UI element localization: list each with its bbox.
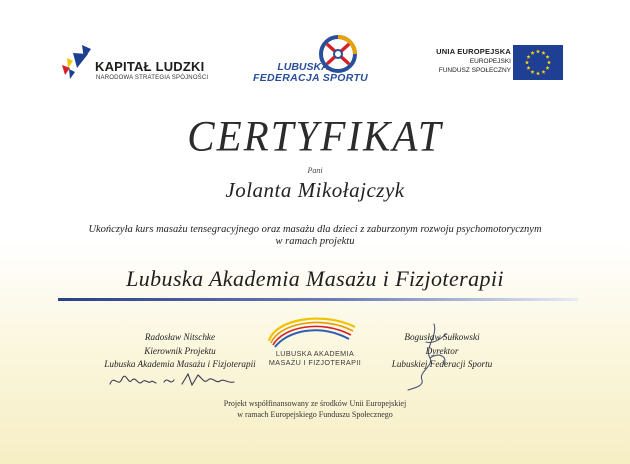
- salutation: Pani: [307, 166, 323, 175]
- akademia-logo-text: [255, 349, 375, 367]
- project-name: Lubuska Akademia Masażu i Fizjoterapii: [126, 266, 504, 291]
- lubuska-federacja-line2: FEDERACJA SPORTU: [253, 72, 369, 84]
- course-description-line1: Ukończyła kurs masażu tensegracyjnego oraz masażu dla dzieci z zaburzonym rozwoju psychomotorycznym: [88, 224, 542, 235]
- handwritten-signature-left: [108, 370, 238, 392]
- decorative-divider: [58, 298, 578, 302]
- unia-europejska-text: [405, 47, 511, 75]
- kapital-ludzki-subtitle: NARODOWA STRATEGIA SPÓJNOŚCI: [96, 75, 209, 81]
- lubuska-federacja-line1: LUBUSKA: [277, 61, 329, 73]
- signatory-left-role: Kierownik Projektu: [144, 345, 216, 356]
- signature-block-left: [80, 331, 280, 372]
- certificate-title: CERTYFIKAT: [187, 111, 443, 161]
- kapital-ludzki-logo-icon: [60, 44, 92, 80]
- akademia-logo-line2: MASAŻU I FIZJOTERAPII: [268, 358, 362, 367]
- signatory-left-org: Lubuska Akademia Masażu i Fizjoterapii: [104, 359, 256, 369]
- funding-footer-line1: Projekt współfinansowany ze środków Unii Europejskiej: [223, 399, 407, 408]
- unia-europejska-line2: FUNDUSZ SPOŁECZNY: [438, 67, 511, 74]
- course-description-line2: w ramach projektu: [275, 236, 355, 247]
- signatory-left-name: Radosław Nitschke: [144, 332, 216, 342]
- signature-block-right: [367, 331, 517, 372]
- funding-footer: [0, 398, 630, 420]
- funding-footer-line2: w ramach Europejskiego Funduszu Społecznego: [237, 410, 393, 419]
- signatory-right-org: Lubuskiej Federacji Sportu: [391, 359, 493, 369]
- unia-europejska-title: UNIA EUROPEJSKA: [436, 47, 511, 56]
- course-description: [40, 224, 590, 248]
- unia-europejska-line1: EUROPEJSKI: [469, 58, 511, 65]
- kapital-ludzki-title: KAPITAŁ LUDZKI: [95, 59, 205, 74]
- akademia-logo-icon: [263, 313, 363, 349]
- signatory-right-name: Bogusław Sułkowski: [404, 332, 480, 342]
- akademia-logo-line1: LUBUSKA AKADEMIA: [275, 349, 355, 358]
- recipient-name: Jolanta Mikołajczyk: [225, 178, 405, 202]
- signatory-right-role: Dyrektor: [425, 345, 459, 356]
- eu-flag-icon: [513, 45, 563, 80]
